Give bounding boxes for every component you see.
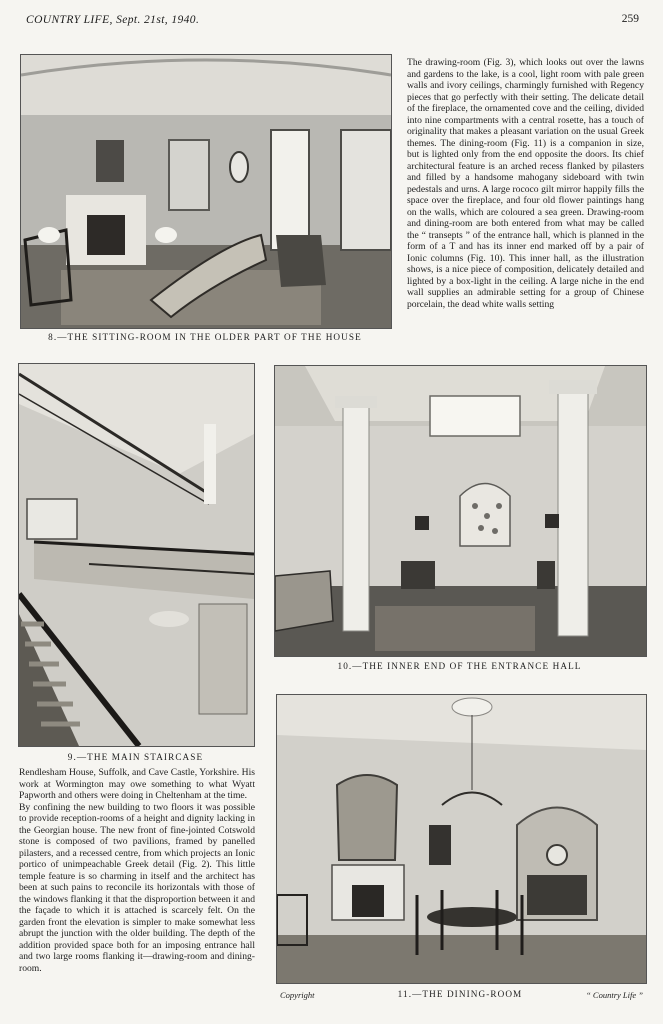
- photo-dining-room: [276, 694, 647, 984]
- photo-sitting-room: [20, 54, 392, 329]
- figure-8-caption: 8.—THE SITTING-ROOM IN THE OLDER PART OF THE HOUSE: [48, 332, 362, 342]
- photo-credit-right: “ Country Life ”: [586, 990, 643, 1000]
- photo-entrance-hall: [274, 365, 647, 657]
- right-column-text: The drawing-room (Fig. 3), which looks out over the lawns and gardens to the lake, is a cool, light room with pale green walls and ivory ceilings, charmingly furnished with Regency pieces that go perfectly with their setting. The delicate detail of the fireplace, the ornamented cove and the ceiling, divided into nine compartments with a central rosette, has a touch of originality that makes a pleasant variation on the usual Greek themes. The dining-room (Fig. 11) is a companion in size, but is lighted only from the end opposite the doors. Its chief architectural feature is an arched recess flanked by pilasters and filled by a handsome mahogany sideboard with twin pedestals and urns. A large rococo gilt mirror happily fills the space over the fireplace, and four old flower paintings hang on the walls, which are coloured a sea green. Drawing-room and dining-room are both entered from what may be called the “ transepts ” of the entrance hall, which is planned in the form of a T and has its inner end marked off by a pair of Ionic columns (Fig. 10). This inner hall, as the illustration shows, is a nice piece of composition, delicately detailed and lighted by a box-light in the ceiling. A large niche in the end wall supplies an admirable setting for a group of Chinese porcelain, the dead white walls setting: [407, 57, 644, 310]
- running-header: [26, 14, 199, 26]
- photo-credit-left: Copyright: [280, 990, 315, 1000]
- figure-11-caption: 11.—THE DINING-ROOM: [397, 989, 523, 999]
- issue-date: Sept. 21st, 1940.: [116, 14, 200, 26]
- left-column-text: Rendlesham House, Suffolk, and Cave Castle, Yorkshire. His work at Wormington may owe something to what Wyatt Papworth and others were doing in Cheltenham at the time. By confining the new building to two floors it was possible to provide reception-rooms of a height and dignity lacking in the Georgian house. The new front of fine-jointed Cotswold stone is composed of two pavilions, framed by panelled pilasters, and a recessed centre, from which projects an Ionic portico of unimpeachable Greek detail (Fig. 2). This little temple feature is so charming in itself and the architect has been at such pains to reconcile its horizontals with those of the windows flanking it that the disproportion between it and the façade to which it is attached is scarcely felt. On the garden front the elevation is simpler to make somewhat less abrupt the junction with the older building. The depth of the addition provided space both for an imposing entrance hall and two large rooms flanking it—drawing-room and dining-room.: [19, 767, 255, 974]
- page-number: 259: [621, 13, 639, 25]
- figure-9-caption: 9.—THE MAIN STAIRCASE: [67, 752, 204, 762]
- figure-10-caption: 10.—THE INNER END OF THE ENTRANCE HALL: [337, 661, 582, 671]
- magazine-title: COUNTRY LIFE,: [26, 14, 113, 26]
- photo-main-staircase: [18, 363, 255, 747]
